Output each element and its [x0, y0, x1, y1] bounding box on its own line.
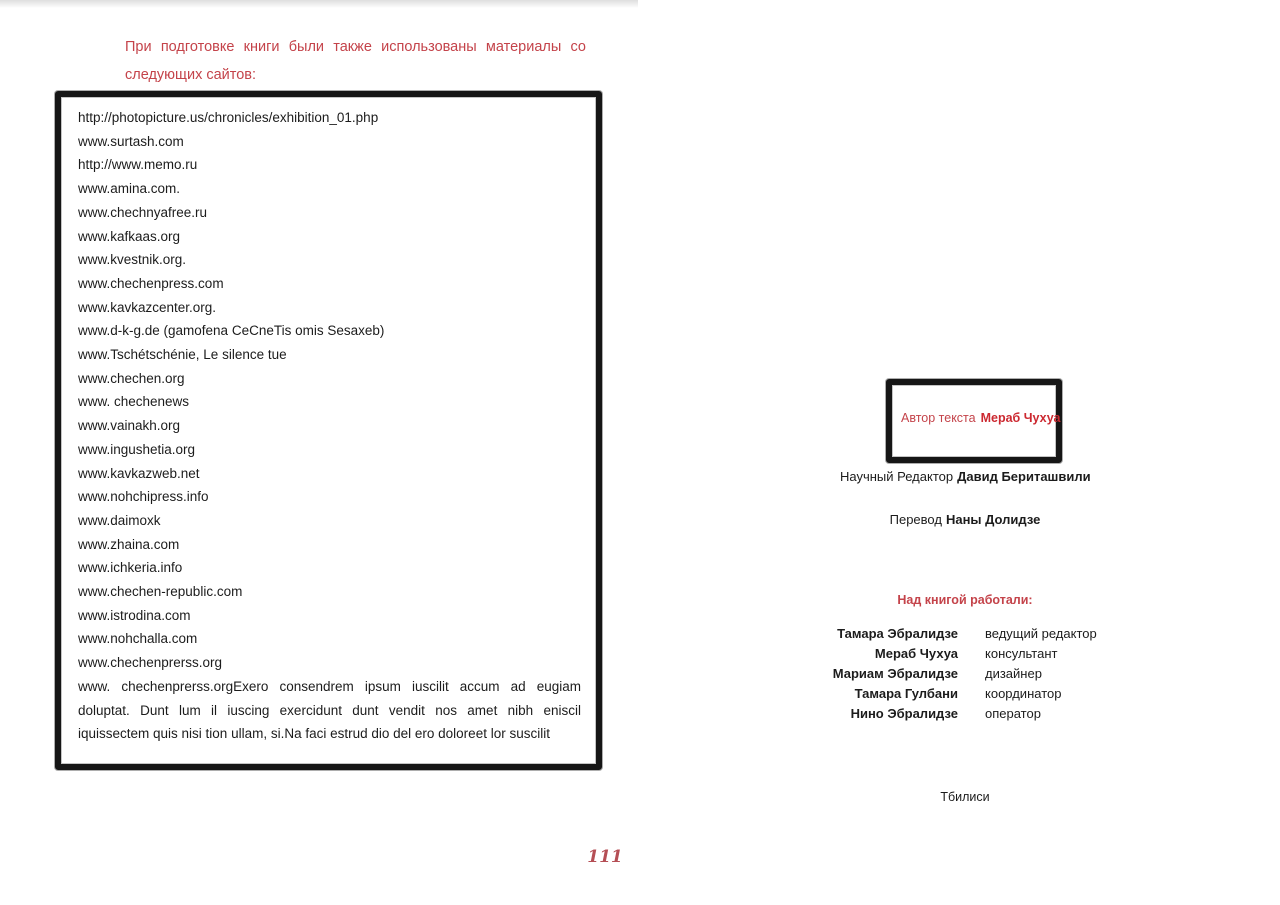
translation-label: Перевод: [889, 512, 942, 527]
url-item: http://www.memo.ru: [78, 157, 198, 173]
url-item: www.ingushetia.org: [78, 441, 196, 457]
credit-name: Мераб Чухуа: [874, 646, 958, 661]
url-item: www.zhaina.com: [78, 536, 180, 552]
scan-edge-artifact: [0, 0, 638, 8]
credit-row: [818, 666, 1108, 686]
author-box: [886, 379, 1062, 463]
url-item: www.chechenpress.com: [78, 275, 224, 291]
url-item: www.kvestnik.org.: [78, 252, 187, 268]
url-item: www.daimoxk: [78, 512, 161, 528]
url-item: www. chechenews: [78, 394, 190, 410]
url-item: www.nohchalla.com: [78, 631, 198, 647]
url-item: www.amina.com.: [78, 181, 181, 197]
translation-name: Наны Долидзе: [945, 512, 1041, 527]
credit-role: оператор: [985, 706, 1041, 721]
url-item: www.Tschétschénie, Le silence tue: [78, 347, 287, 363]
credit-row: [818, 686, 1108, 706]
url-item: www.kavkazcenter.org.: [78, 299, 217, 315]
intro-text: [125, 33, 586, 89]
author-name: Мераб Чухуа: [980, 411, 1061, 425]
author-label: Автор текста: [901, 411, 976, 425]
url-item: www.kavkazweb.net: [78, 465, 200, 481]
url-item: www.chechenprerss.org: [78, 655, 223, 671]
credit-name: Тамара Гулбани: [854, 686, 958, 701]
url-item: http://photopicture.us/chronicles/exhibition_01.php: [78, 110, 379, 125]
url-item: www.vainakh.org: [78, 418, 181, 434]
credit-row: [818, 626, 1108, 646]
editor-line: [840, 469, 1090, 484]
sources-box: [55, 91, 602, 770]
credit-role: консультант: [985, 646, 1058, 661]
credit-role: дизайнер: [985, 666, 1042, 681]
intro-line-2: следующих сайтов:: [125, 67, 257, 83]
url-item: www.nohchipress.info: [78, 489, 209, 505]
url-item: www.kafkaas.org: [78, 228, 181, 244]
url-item: www.surtash.com: [78, 133, 184, 149]
editor-label: Научный Редактор: [840, 469, 954, 484]
credit-name: Нино Эбралидзе: [850, 706, 958, 721]
url-item: www.chechen.org: [78, 370, 185, 386]
editor-name: Давид Бериташвили: [957, 469, 1091, 484]
url-item: www.istrodina.com: [78, 607, 191, 623]
url-item: www.ichkeria.info: [78, 560, 183, 576]
credit-name: Мариам Эбралидзе: [832, 666, 958, 681]
credit-role: ведущий редактор: [985, 626, 1097, 641]
url-item: www.chechen-republic.com: [78, 584, 243, 600]
credit-row: [818, 646, 1108, 666]
intro-line-1: При подготовке книги были также использованы материалы со: [125, 39, 586, 55]
url-item: www.d-k-g.de (gamofena CeCneTis omis Sesaxeb): [78, 323, 385, 339]
credit-row: [818, 706, 1108, 726]
credits-heading: Над книгой работали:: [897, 593, 1033, 607]
credit-role: координатор: [985, 686, 1062, 701]
credit-name: Тамара Эбралидзе: [837, 626, 958, 641]
closing-paragraph: www. chechenprerss.orgExero consendrem ipsum iuscilit accum ad eugiam doluptat. Dunt lum il iuscing exercidunt dunt vendit nos amet nibh eniscil iquissectem quis nisi tion ullam, si.Na faci estrud dio del ero doloreet lor suscilit: [78, 678, 581, 742]
url-item: www.chechnyafree.ru: [78, 204, 208, 220]
city-label: Тбилиси: [940, 790, 990, 804]
page-number: 111: [587, 847, 623, 867]
translation-line: [840, 512, 1090, 527]
credits-list: [818, 626, 1108, 726]
